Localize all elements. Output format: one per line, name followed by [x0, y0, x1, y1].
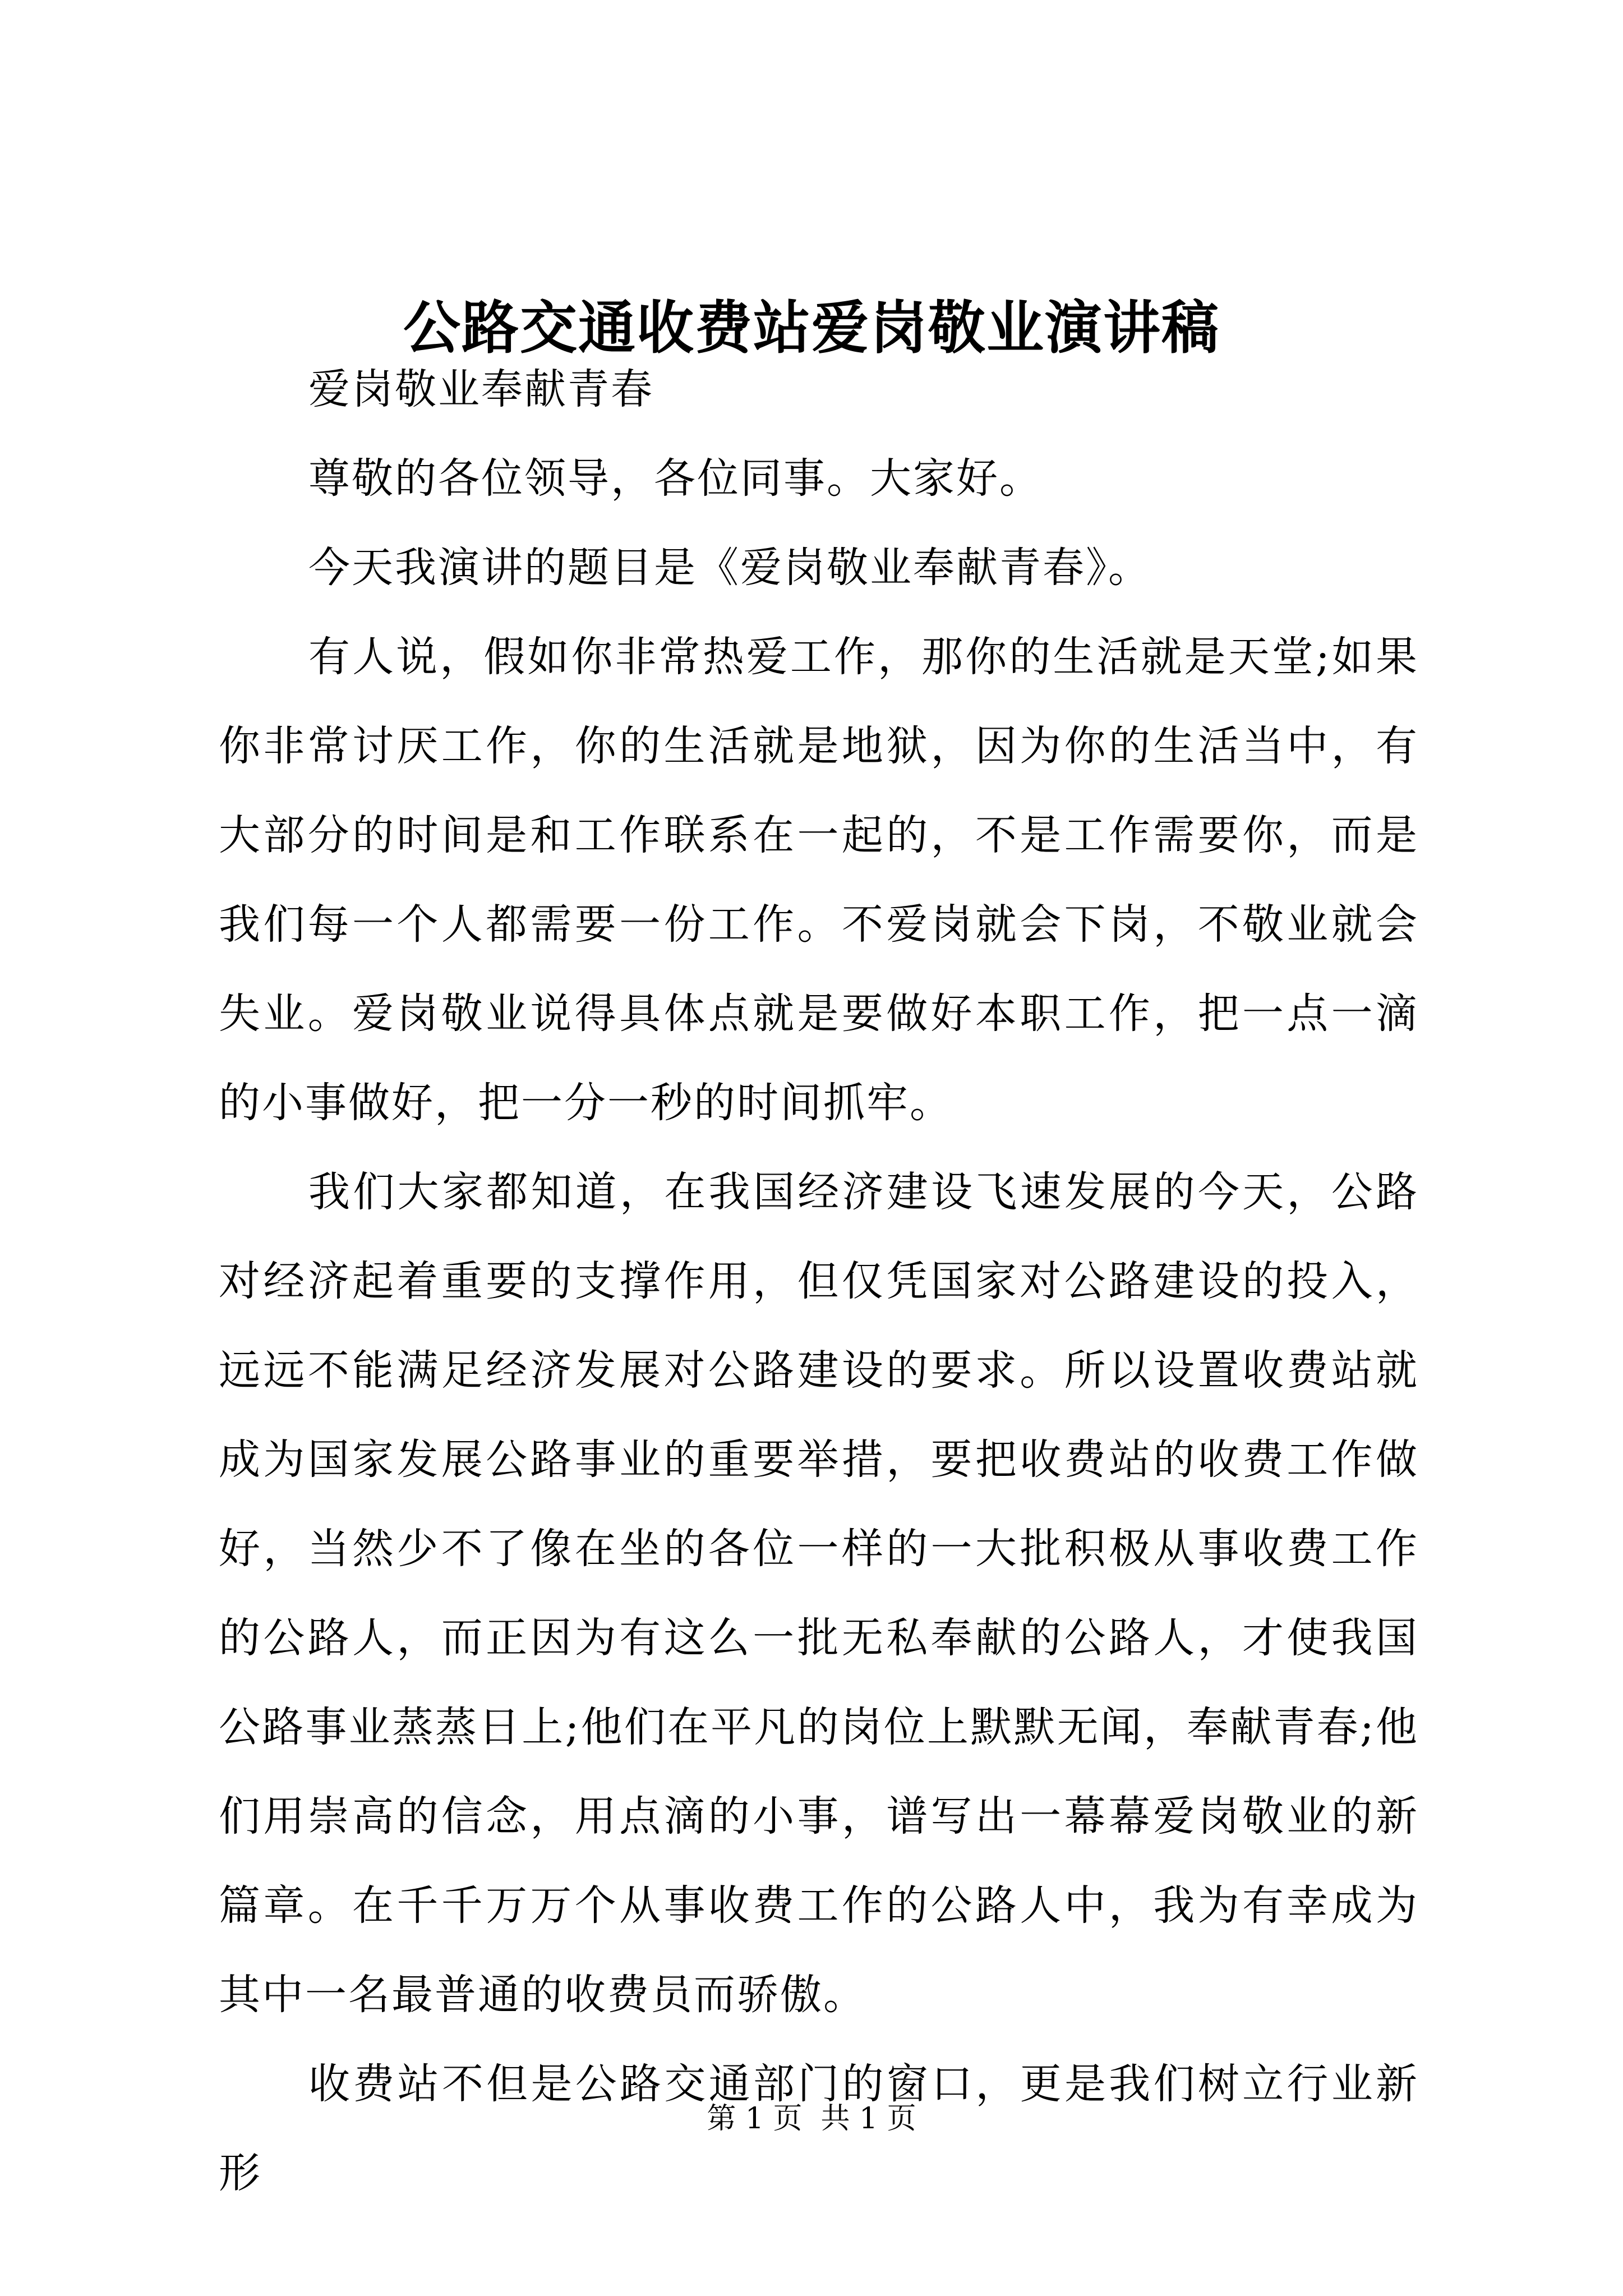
- subtitle-paragraph: 爱岗敬业奉献青春: [308, 365, 654, 413]
- greeting-paragraph: 尊敬的各位领导，各位同事。大家好。: [308, 454, 1043, 503]
- topic-paragraph: 今天我演讲的题目是《爱岗敬业奉献青春》。: [308, 544, 1151, 592]
- body-paragraph: 收费站不但是公路交通部门的窗口，更是我们树立行业新形: [219, 2060, 1419, 2197]
- body-paragraph: 我们大家都知道，在我国经济建设飞速发展的今天，公路对经济起着重要的支撑作用，但仅凭国家对公路建设的投入，远远不能满足经济发展对公路建设的要求。所以设置收费站就成为国家发展公路事业的重要举措，要把收费站的收费工作做好，当然少不了像在坐的各位一样的一大批积极从事收费工作的公路人，而正因为有这么一批无私奉献的公路人，才使我国公路事业蒸蒸日上;他们在平凡的岗位上默默无闻，奉献青春;他们用崇高的信念，用点滴的小事，谱写出一幕幕爱岗敬业的新篇章。在千千万万个从事收费工作的公路人中，我为有幸成为其中一名最普通的收费员而骄傲。: [219, 1168, 1419, 2019]
- document-body: [219, 345, 1419, 2218]
- document-title: 公路交通收费站爱岗敬业演讲稿: [403, 295, 1220, 362]
- page-footer: 第 1 页 共 1 页: [707, 2102, 916, 2136]
- body-paragraph: 有人说，假如你非常热爱工作，那你的生活就是天堂;如果你非常讨厌工作，你的生活就是地狱，因为你的生活当中，有大部分的时间是和工作联系在一起的，不是工作需要你，而是我们每一个人都需要一份工作。不爱岗就会下岗，不敬业就会失业。爱岗敬业说得具体点就是要做好本职工作，把一点一滴的小事做好，把一分一秒的时间抓牢。: [219, 633, 1419, 1127]
